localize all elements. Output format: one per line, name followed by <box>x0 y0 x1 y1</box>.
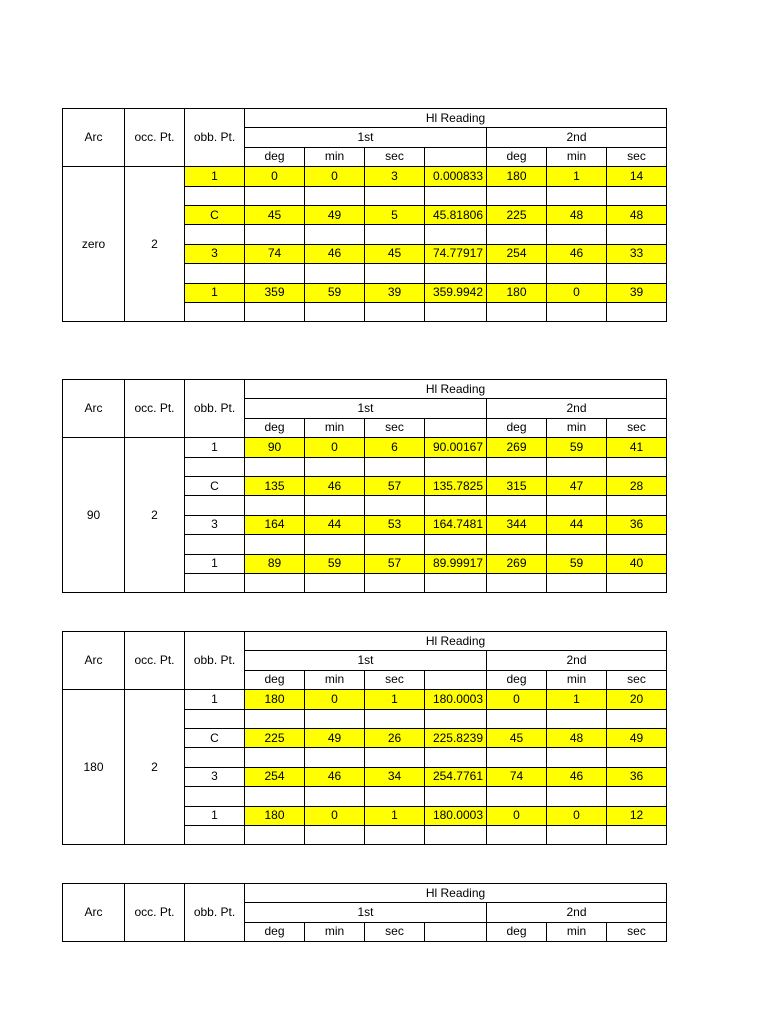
hl-reading-header[interactable]: Hl Reading <box>245 109 667 128</box>
sec-header[interactable]: sec <box>607 418 667 437</box>
header-row <box>63 632 667 651</box>
empty-cell[interactable] <box>547 573 607 592</box>
empty-cell[interactable] <box>425 264 487 283</box>
sec-header[interactable]: sec <box>607 922 667 941</box>
obb-pt-cell[interactable]: C <box>185 728 245 747</box>
empty-cell[interactable] <box>607 496 667 515</box>
empty-cell[interactable] <box>487 748 547 767</box>
min-header[interactable]: min <box>305 670 365 689</box>
min-cell[interactable]: 48 <box>547 205 607 224</box>
occ-pt-header[interactable]: occ. Pt. <box>125 109 185 167</box>
min-cell[interactable]: 59 <box>305 554 365 573</box>
min-cell[interactable]: 49 <box>305 205 365 224</box>
deg-cell[interactable]: 90 <box>245 438 305 457</box>
min-cell[interactable]: 0 <box>305 167 365 186</box>
decimal-cell[interactable]: 135.7825 <box>425 476 487 495</box>
empty-cell[interactable] <box>365 457 425 476</box>
sec-header[interactable]: sec <box>607 147 667 166</box>
empty-cell[interactable] <box>305 709 365 728</box>
sec-cell[interactable]: 48 <box>607 205 667 224</box>
empty-cell[interactable] <box>607 225 667 244</box>
empty-cell[interactable] <box>245 496 305 515</box>
min-header[interactable]: min <box>547 147 607 166</box>
sec-cell[interactable]: 28 <box>607 476 667 495</box>
decimal-cell[interactable]: 0.000833 <box>425 167 487 186</box>
sec-header[interactable]: sec <box>365 418 425 437</box>
sec-header[interactable]: sec <box>365 670 425 689</box>
obb-pt-header[interactable]: obb. Pt. <box>185 884 245 942</box>
empty-cell[interactable] <box>607 264 667 283</box>
empty-cell[interactable] <box>305 748 365 767</box>
deg-cell[interactable]: 180 <box>487 167 547 186</box>
empty-cell[interactable] <box>185 496 245 515</box>
empty-cell[interactable] <box>425 748 487 767</box>
min-cell[interactable]: 0 <box>305 438 365 457</box>
min-cell[interactable]: 1 <box>547 690 607 709</box>
deg-cell[interactable]: 180 <box>245 690 305 709</box>
empty-cell[interactable] <box>365 302 425 321</box>
decimal-header[interactable] <box>425 922 487 941</box>
empty-cell[interactable] <box>547 825 607 844</box>
hl-reading-header[interactable]: Hl Reading <box>245 632 667 651</box>
header-row <box>63 380 667 399</box>
obb-pt-cell[interactable]: 3 <box>185 244 245 263</box>
reading-table-4 <box>62 883 667 942</box>
sec-cell[interactable]: 14 <box>607 167 667 186</box>
empty-cell[interactable] <box>547 457 607 476</box>
decimal-header[interactable] <box>425 147 487 166</box>
empty-cell[interactable] <box>607 535 667 554</box>
empty-cell[interactable] <box>305 535 365 554</box>
empty-cell[interactable] <box>607 186 667 205</box>
empty-cell[interactable] <box>547 709 607 728</box>
arc-header[interactable]: Arc <box>63 380 125 438</box>
empty-cell[interactable] <box>547 264 607 283</box>
obb-pt-cell[interactable]: 3 <box>185 767 245 786</box>
deg-cell[interactable]: 74 <box>487 767 547 786</box>
min-cell[interactable]: 47 <box>547 476 607 495</box>
obb-pt-cell[interactable]: 3 <box>185 515 245 534</box>
hl-reading-header[interactable]: Hl Reading <box>245 380 667 399</box>
empty-cell[interactable] <box>305 302 365 321</box>
occ-pt-cell[interactable]: 2 <box>125 690 185 845</box>
empty-cell[interactable] <box>365 748 425 767</box>
min-cell[interactable]: 46 <box>547 244 607 263</box>
empty-cell[interactable] <box>487 787 547 806</box>
sec-cell[interactable]: 39 <box>365 283 425 302</box>
header-row <box>63 109 667 128</box>
sec-cell[interactable]: 3 <box>365 167 425 186</box>
empty-cell[interactable] <box>245 709 305 728</box>
obb-pt-cell[interactable]: 1 <box>185 438 245 457</box>
sec-cell[interactable]: 36 <box>607 515 667 534</box>
first-face-header[interactable]: 1st <box>245 128 487 147</box>
empty-cell[interactable] <box>365 496 425 515</box>
empty-cell[interactable] <box>607 709 667 728</box>
sec-cell[interactable]: 45 <box>365 244 425 263</box>
min-cell[interactable]: 46 <box>547 767 607 786</box>
first-face-header[interactable]: 1st <box>245 903 487 922</box>
second-face-header[interactable]: 2nd <box>487 651 667 670</box>
empty-cell[interactable] <box>365 573 425 592</box>
header-row <box>63 884 667 903</box>
empty-cell[interactable] <box>425 225 487 244</box>
obb-pt-cell[interactable]: 1 <box>185 283 245 302</box>
deg-cell[interactable]: 0 <box>245 167 305 186</box>
empty-cell[interactable] <box>305 825 365 844</box>
decimal-cell[interactable]: 180.0003 <box>425 690 487 709</box>
empty-cell[interactable] <box>607 457 667 476</box>
obb-pt-cell[interactable]: C <box>185 476 245 495</box>
deg-header[interactable]: deg <box>245 670 305 689</box>
reading-table-3 <box>62 631 667 845</box>
decimal-cell[interactable]: 254.7761 <box>425 767 487 786</box>
decimal-header[interactable] <box>425 418 487 437</box>
empty-cell[interactable] <box>487 496 547 515</box>
deg-header[interactable]: deg <box>487 922 547 941</box>
min-cell[interactable]: 0 <box>305 690 365 709</box>
deg-header[interactable]: deg <box>487 670 547 689</box>
min-cell[interactable]: 0 <box>547 283 607 302</box>
empty-cell[interactable] <box>547 225 607 244</box>
empty-cell[interactable] <box>185 709 245 728</box>
deg-cell[interactable]: 180 <box>487 283 547 302</box>
deg-cell[interactable]: 269 <box>487 554 547 573</box>
occ-pt-cell[interactable]: 2 <box>125 438 185 593</box>
empty-cell[interactable] <box>425 709 487 728</box>
obb-pt-cell[interactable]: 1 <box>185 554 245 573</box>
min-cell[interactable]: 1 <box>547 167 607 186</box>
empty-cell[interactable] <box>365 186 425 205</box>
empty-cell[interactable] <box>305 225 365 244</box>
sec-header[interactable]: sec <box>365 922 425 941</box>
min-cell[interactable]: 59 <box>305 283 365 302</box>
min-cell[interactable]: 46 <box>305 767 365 786</box>
empty-cell[interactable] <box>305 496 365 515</box>
empty-cell[interactable] <box>185 264 245 283</box>
deg-cell[interactable]: 135 <box>245 476 305 495</box>
decimal-cell[interactable]: 164.7481 <box>425 515 487 534</box>
min-header[interactable]: min <box>305 418 365 437</box>
empty-cell[interactable] <box>365 787 425 806</box>
empty-cell[interactable] <box>607 748 667 767</box>
deg-cell[interactable]: 0 <box>487 690 547 709</box>
sec-cell[interactable]: 57 <box>365 476 425 495</box>
first-face-header[interactable]: 1st <box>245 651 487 670</box>
deg-cell[interactable]: 315 <box>487 476 547 495</box>
empty-cell[interactable] <box>305 264 365 283</box>
data-row <box>63 690 667 709</box>
sec-cell[interactable]: 1 <box>365 806 425 825</box>
empty-cell[interactable] <box>607 825 667 844</box>
sec-cell[interactable]: 53 <box>365 515 425 534</box>
empty-cell[interactable] <box>365 264 425 283</box>
empty-cell[interactable] <box>245 535 305 554</box>
min-header[interactable]: min <box>305 147 365 166</box>
hl-reading-header[interactable]: Hl Reading <box>245 884 667 903</box>
decimal-cell[interactable]: 89.99917 <box>425 554 487 573</box>
empty-cell[interactable] <box>245 748 305 767</box>
deg-header[interactable]: deg <box>245 922 305 941</box>
deg-cell[interactable]: 45 <box>487 728 547 747</box>
sec-cell[interactable]: 39 <box>607 283 667 302</box>
sec-cell[interactable]: 1 <box>365 690 425 709</box>
min-header[interactable]: min <box>547 670 607 689</box>
arc-cell[interactable]: 90 <box>63 438 125 593</box>
empty-cell[interactable] <box>185 186 245 205</box>
deg-cell[interactable]: 180 <box>245 806 305 825</box>
empty-cell[interactable] <box>245 186 305 205</box>
min-cell[interactable]: 59 <box>547 554 607 573</box>
empty-cell[interactable] <box>607 573 667 592</box>
empty-cell[interactable] <box>487 573 547 592</box>
empty-cell[interactable] <box>365 225 425 244</box>
min-cell[interactable]: 0 <box>547 806 607 825</box>
sec-header[interactable]: sec <box>607 670 667 689</box>
empty-cell[interactable] <box>487 225 547 244</box>
empty-cell[interactable] <box>487 825 547 844</box>
empty-cell[interactable] <box>425 496 487 515</box>
empty-cell[interactable] <box>245 787 305 806</box>
deg-cell[interactable]: 254 <box>245 767 305 786</box>
sec-cell[interactable]: 26 <box>365 728 425 747</box>
deg-header[interactable]: deg <box>487 147 547 166</box>
empty-cell[interactable] <box>425 535 487 554</box>
arc-cell[interactable]: 180 <box>63 690 125 845</box>
obb-pt-cell[interactable]: 1 <box>185 690 245 709</box>
empty-cell[interactable] <box>425 457 487 476</box>
decimal-cell[interactable]: 359.9942 <box>425 283 487 302</box>
sec-cell[interactable]: 5 <box>365 205 425 224</box>
empty-cell[interactable] <box>365 709 425 728</box>
sec-cell[interactable]: 57 <box>365 554 425 573</box>
empty-cell[interactable] <box>185 573 245 592</box>
deg-cell[interactable]: 225 <box>245 728 305 747</box>
sec-cell[interactable]: 33 <box>607 244 667 263</box>
sec-header[interactable]: sec <box>365 147 425 166</box>
min-cell[interactable]: 46 <box>305 244 365 263</box>
decimal-cell[interactable]: 74.77917 <box>425 244 487 263</box>
sec-cell[interactable]: 12 <box>607 806 667 825</box>
arc-header[interactable]: Arc <box>63 884 125 942</box>
arc-header[interactable]: Arc <box>63 109 125 167</box>
empty-cell[interactable] <box>607 302 667 321</box>
empty-cell[interactable] <box>185 748 245 767</box>
min-cell[interactable]: 59 <box>547 438 607 457</box>
deg-cell[interactable]: 254 <box>487 244 547 263</box>
empty-cell[interactable] <box>245 825 305 844</box>
empty-cell[interactable] <box>487 302 547 321</box>
min-cell[interactable]: 48 <box>547 728 607 747</box>
obb-pt-header[interactable]: obb. Pt. <box>185 109 245 167</box>
empty-cell[interactable] <box>185 535 245 554</box>
empty-cell[interactable] <box>487 186 547 205</box>
deg-header[interactable]: deg <box>487 418 547 437</box>
occ-pt-header[interactable]: occ. Pt. <box>125 380 185 438</box>
second-face-header[interactable]: 2nd <box>487 399 667 418</box>
second-face-header[interactable]: 2nd <box>487 128 667 147</box>
empty-cell[interactable] <box>185 225 245 244</box>
decimal-cell[interactable]: 225.8239 <box>425 728 487 747</box>
occ-pt-header[interactable]: occ. Pt. <box>125 884 185 942</box>
deg-cell[interactable]: 344 <box>487 515 547 534</box>
occ-pt-header[interactable]: occ. Pt. <box>125 632 185 690</box>
empty-cell[interactable] <box>425 186 487 205</box>
empty-cell[interactable] <box>185 457 245 476</box>
sec-cell[interactable]: 36 <box>607 767 667 786</box>
obb-pt-cell[interactable]: 1 <box>185 806 245 825</box>
deg-cell[interactable]: 269 <box>487 438 547 457</box>
reading-table-2 <box>62 379 667 593</box>
empty-cell[interactable] <box>305 573 365 592</box>
empty-cell[interactable] <box>547 787 607 806</box>
min-cell[interactable]: 0 <box>305 806 365 825</box>
arc-header[interactable]: Arc <box>63 632 125 690</box>
empty-cell[interactable] <box>245 302 305 321</box>
empty-cell[interactable] <box>547 496 607 515</box>
deg-header[interactable]: deg <box>245 147 305 166</box>
min-header[interactable]: min <box>305 922 365 941</box>
min-header[interactable]: min <box>547 418 607 437</box>
empty-cell[interactable] <box>607 787 667 806</box>
empty-cell[interactable] <box>425 825 487 844</box>
empty-cell[interactable] <box>305 186 365 205</box>
empty-cell[interactable] <box>487 709 547 728</box>
obb-pt-header[interactable]: obb. Pt. <box>185 632 245 690</box>
deg-cell[interactable]: 164 <box>245 515 305 534</box>
decimal-cell[interactable]: 90.00167 <box>425 438 487 457</box>
deg-cell[interactable]: 74 <box>245 244 305 263</box>
deg-cell[interactable]: 359 <box>245 283 305 302</box>
empty-cell[interactable] <box>245 225 305 244</box>
empty-cell[interactable] <box>185 302 245 321</box>
empty-cell[interactable] <box>305 457 365 476</box>
empty-cell[interactable] <box>365 535 425 554</box>
data-row <box>63 438 667 457</box>
empty-cell[interactable] <box>425 573 487 592</box>
empty-cell[interactable] <box>547 186 607 205</box>
empty-cell[interactable] <box>305 787 365 806</box>
sec-cell[interactable]: 41 <box>607 438 667 457</box>
deg-cell[interactable]: 225 <box>487 205 547 224</box>
occ-pt-cell[interactable]: 2 <box>125 167 185 322</box>
data-row <box>63 167 667 186</box>
empty-cell[interactable] <box>547 748 607 767</box>
deg-cell[interactable]: 89 <box>245 554 305 573</box>
min-header[interactable]: min <box>547 922 607 941</box>
decimal-header[interactable] <box>425 670 487 689</box>
obb-pt-cell[interactable]: 1 <box>185 167 245 186</box>
min-cell[interactable]: 46 <box>305 476 365 495</box>
min-cell[interactable]: 49 <box>305 728 365 747</box>
min-cell[interactable]: 44 <box>547 515 607 534</box>
sec-cell[interactable]: 40 <box>607 554 667 573</box>
sec-cell[interactable]: 20 <box>607 690 667 709</box>
empty-cell[interactable] <box>425 302 487 321</box>
second-face-header[interactable]: 2nd <box>487 903 667 922</box>
empty-cell[interactable] <box>547 302 607 321</box>
empty-cell[interactable] <box>487 457 547 476</box>
min-cell[interactable]: 44 <box>305 515 365 534</box>
empty-cell[interactable] <box>245 264 305 283</box>
deg-cell[interactable]: 0 <box>487 806 547 825</box>
deg-header[interactable]: deg <box>245 418 305 437</box>
sec-cell[interactable]: 6 <box>365 438 425 457</box>
empty-cell[interactable] <box>425 787 487 806</box>
sec-cell[interactable]: 34 <box>365 767 425 786</box>
first-face-header[interactable]: 1st <box>245 399 487 418</box>
empty-cell[interactable] <box>487 535 547 554</box>
empty-cell[interactable] <box>185 825 245 844</box>
arc-cell[interactable]: zero <box>63 167 125 322</box>
empty-cell[interactable] <box>185 787 245 806</box>
empty-cell[interactable] <box>245 457 305 476</box>
deg-cell[interactable]: 45 <box>245 205 305 224</box>
sec-cell[interactable]: 49 <box>607 728 667 747</box>
empty-cell[interactable] <box>487 264 547 283</box>
empty-cell[interactable] <box>365 825 425 844</box>
decimal-cell[interactable]: 180.0003 <box>425 806 487 825</box>
reading-table-1 <box>62 108 667 322</box>
empty-cell[interactable] <box>547 535 607 554</box>
empty-cell[interactable] <box>245 573 305 592</box>
obb-pt-cell[interactable]: C <box>185 205 245 224</box>
decimal-cell[interactable]: 45.81806 <box>425 205 487 224</box>
obb-pt-header[interactable]: obb. Pt. <box>185 380 245 438</box>
